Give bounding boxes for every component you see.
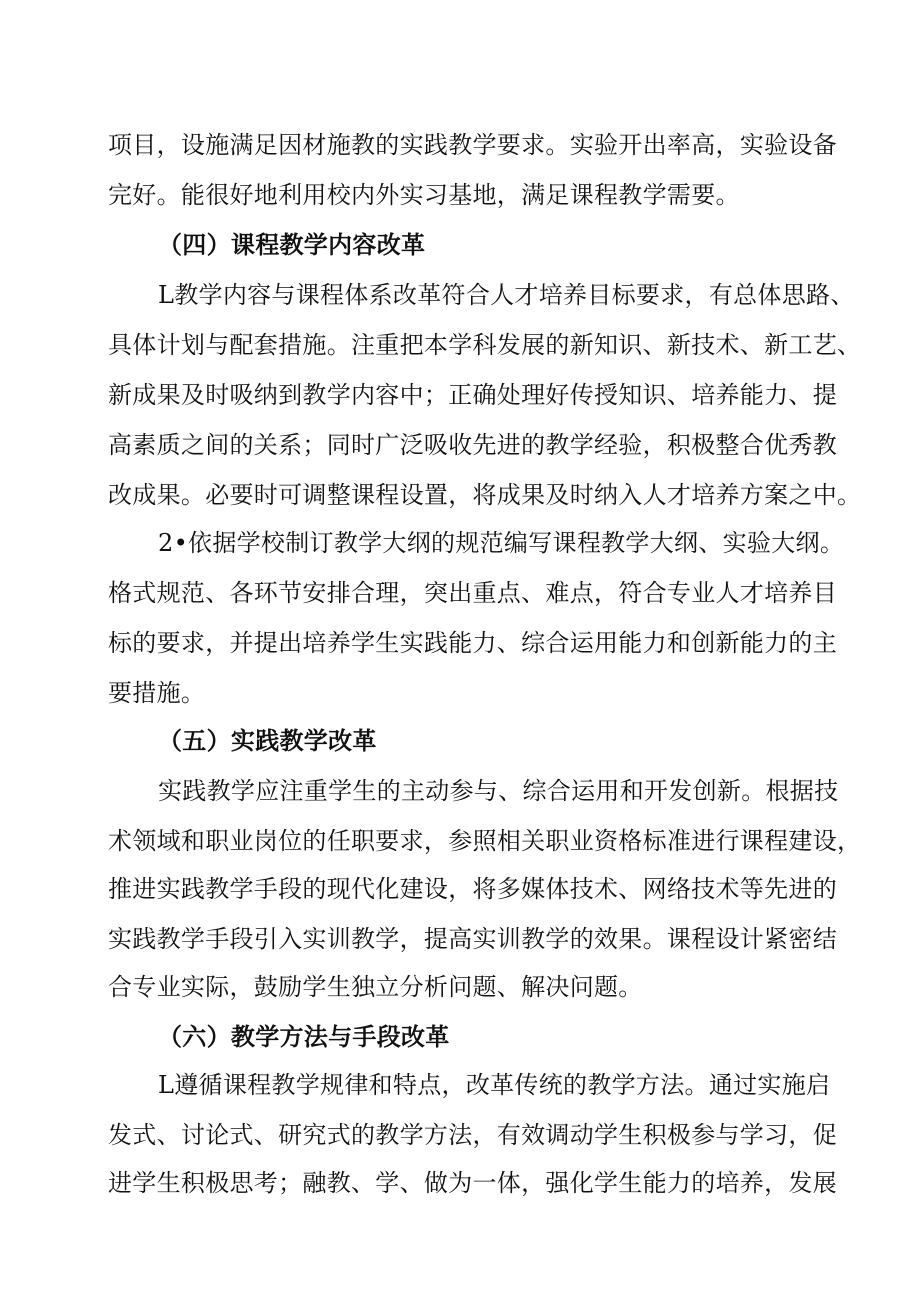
text-line: 要措施。 [108, 679, 206, 707]
paragraph-start: L遵循课程教学规律和特点，改革传统的教学方法。通过实施启 [158, 1071, 831, 1099]
section-heading-6: （六）教学方法与手段改革 [158, 1023, 450, 1051]
text-line: 标的要求，并提出培养学生实践能力、综合运用能力和创新能力的主 [108, 629, 837, 657]
text-line: 实践教学手段引入实训教学，提高实训教学的效果。课程设计紧密结 [108, 925, 837, 953]
text-line: 合专业实际，鼓励学生独立分析问题、解决问题。 [108, 973, 643, 1001]
section-heading-4: （四）课程教学内容改革 [158, 231, 426, 259]
text-line: 改成果。必要时可调整课程设置，将成果及时纳入人才培养方案之中。 [108, 481, 862, 509]
text-line: 进学生积极思考；融教、学、做为一体，强化学生能力的培养，发展 [108, 1169, 837, 1197]
text-line: 推进实践教学手段的现代化建设，将多媒体技术、网络技术等先进的 [108, 875, 837, 903]
paragraph-start: L教学内容与课程体系改革符合人才培养目标要求，有总体思路、 [158, 281, 855, 309]
section-heading-5: （五）实践教学改革 [158, 727, 377, 755]
text-line: 格式规范、各环节安排合理，突出重点、难点，符合专业人才培养目 [108, 579, 837, 607]
paragraph-start: 实践教学应注重学生的主动参与、综合运用和开发创新。根据技 [158, 777, 839, 805]
paragraph-start: 2•依据学校制订教学大纲的规范编写课程教学大纲、实验大纲。 [158, 529, 845, 557]
text-line: 具体计划与配套措施。注重把本学科发展的新知识、新技术、新工艺、 [108, 331, 862, 359]
text-line: 术领域和职业岗位的任职要求，参照相关职业资格标准进行课程建设， [108, 827, 862, 855]
text-line: 完好。能很好地利用校内外实习基地，满足课程教学需要。 [108, 181, 740, 209]
text-line: 新成果及时吸纳到教学内容中；正确处理好传授知识、培养能力、提 [108, 381, 837, 409]
text-line: 高素质之间的关系；同时广泛吸收先进的教学经验，积极整合优秀教 [108, 431, 837, 459]
text-line: 项目，设施满足因材施教的实践教学要求。实验开出率高，实验设备 [108, 131, 837, 159]
text-line: 发式、讨论式、研究式的教学方法，有效调动学生积极参与学习，促 [108, 1121, 837, 1149]
